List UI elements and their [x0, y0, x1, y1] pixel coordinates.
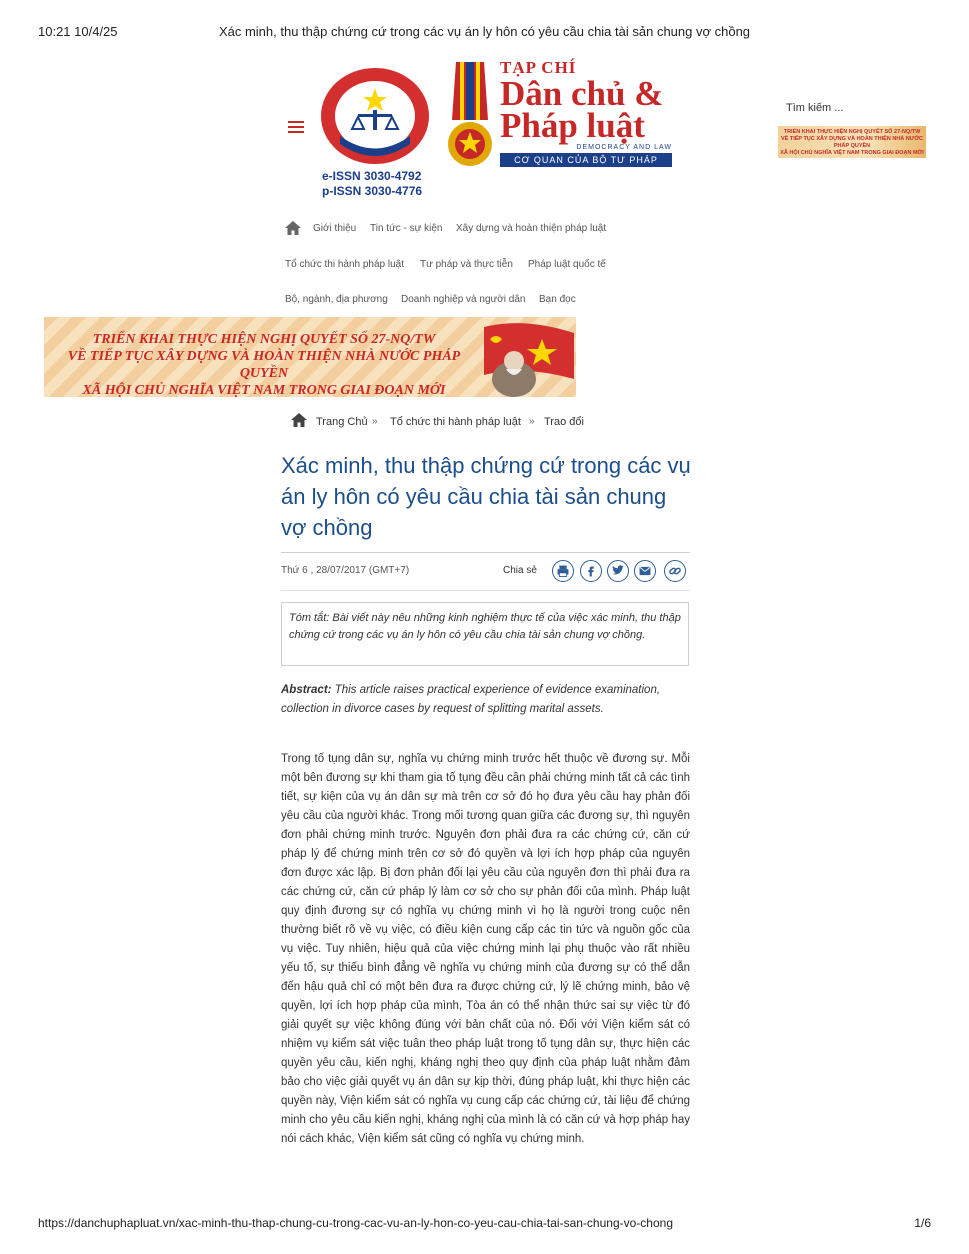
nav-item-gioi-thieu[interactable]: Giới thiệu	[313, 223, 357, 234]
hamburger-menu-icon[interactable]	[288, 118, 304, 134]
banner-line-1: TRIỂN KHAI THỰC HIỆN NGHỊ QUYẾT SỐ 27-NQ/TW	[92, 332, 436, 347]
print-datetime: 10:21 10/4/25	[38, 24, 118, 39]
breadcrumb-separator-icon: »	[529, 416, 535, 427]
journal-brand[interactable]	[500, 58, 672, 167]
side-resolution-banner[interactable]	[778, 126, 926, 158]
nav-item-ban-doc[interactable]: Bạn đọc	[539, 294, 576, 305]
side-banner-line-1: TRIỂN KHAI THỰC HIỆN NGHỊ QUYẾT SỐ 27-NQ/TW	[783, 129, 921, 135]
side-banner-line-2: VỀ TIẾP TỤC XÂY DỰNG VÀ HOÀN THIỆN NHÀ NƯỚC PHÁP QUYỀN	[781, 136, 923, 149]
nav-item-doanh-nghiep[interactable]: Doanh nghiệp và người dân	[401, 294, 526, 305]
breadcrumb-separator-icon: »	[372, 416, 378, 427]
print-url: https://danchuphapluat.vn/xac-minh-thu-thap-chung-cu-trong-cac-vu-an-ly-hon-co-yeu-cau-chia-tai-san-chung-vo-chong	[38, 1216, 673, 1230]
summary-label: Tóm tắt:	[289, 612, 330, 624]
nav-item-thi-hanh-phap-luat[interactable]: Tổ chức thi hành pháp luật	[285, 259, 404, 270]
brand-line-2: Pháp luật	[500, 106, 645, 145]
nav-item-tu-phap-thuc-tien[interactable]: Tư pháp và thực tiễn	[420, 259, 513, 270]
nav-item-xay-dung-phap-luat[interactable]: Xây dựng và hoàn thiện pháp luật	[456, 223, 607, 234]
banner-flag-portrait-image	[464, 317, 576, 397]
article-body-paragraph: Trong tố tụng dân sự, nghĩa vụ chứng minh trước hết thuộc về đương sự. Mỗi một bên đương sự khi tham gia tố tụng đều cần phải chứng minh tất cả các tình tiết, sự kiện của vụ án dân sự mà trên cơ sở đó họ đưa yêu cầu hay phản đối yêu cầu của người khác. Trong mối tương quan giữa các đương sự, thì nguyên đơn phải chứng minh trước. Nguyên đơn phải đưa ra các chứng cứ, căn cứ pháp lý để chứng minh trên cơ sở đó quyền và lợi ích hợp pháp của nguyên đơn được xác lập. Bị đơn phản đối lại yêu cầu của nguyên đơn thì phải đưa ra các chứng cứ, căn cứ pháp lý làm cơ sở cho sự phản đối của mình. Pháp luật quy định đương sự có nghĩa vụ chứng minh vì họ là người trong cuộc nên thường biết rõ về vụ việc, có điều kiện cung cấp các tin tức và nguồn gốc của vụ việc. Tuy nhiên, hiệu quả của việc chứng minh lại phụ thuộc vào rất nhiều yếu tố, sự thiếu bình đẳng về nghĩa vụ chứng minh của đương sự có thể dẫn đến hậu quả chỉ có một bên đưa ra được chứng cứ, lý lẽ chứng minh, bảo vệ quyền, lợi ích hợp pháp của mình, Tòa án có thể nhận thức sai sự việc từ đó giải quyết sự việc không đúng với bản chất của nó. Đối với Viện kiểm sát có nhiệm vụ kiểm sát việc tuân theo pháp luật trong tố tụng dân sự, thực hiện các quyền yêu cầu, kiến nghị, kháng nghị theo quy định của pháp luật nhằm đảm bảo cho việc giải quyết vụ án dân sự kịp thời, đúng pháp luật, khi thực hiện các quyền này, Viện kiểm sát có nghĩa vụ cung cấp các chứng cứ, tài liệu để chứng minh cho yêu cầu kiến nghị, kháng nghị của mình là có căn cứ và hợp pháp hay nói cách khác, Viện kiểm sát cũng có nghĩa vụ chứng minh.	[281, 753, 690, 1145]
banner-line-3: XÃ HỘI CHỦ NGHĨA VIỆT NAM TRONG GIAI ĐOẠN MỚI	[82, 383, 446, 397]
nav-item-tin-tuc[interactable]: Tin tức - sự kiện	[370, 223, 443, 234]
breadcrumb-home[interactable]: Trang Chủ	[316, 416, 368, 428]
print-doc-title: Xác minh, thu thập chứng cứ trong các vụ án ly hôn có yêu cầu chia tài sản chung vợ chồng	[218, 24, 751, 39]
banner-line-2: VỀ TIẾP TỤC XÂY DỰNG VÀ HOÀN THIỆN NHÀ NƯỚC PHÁP QUYỀN	[67, 349, 461, 381]
brand-line-1: Dân chủ &	[500, 74, 664, 113]
article-title: Xác minh, thu thập chứng cứ trong các vụ án ly hôn có yêu cầu chia tài sản chung vợ chồng	[281, 453, 691, 540]
home-icon[interactable]	[285, 221, 301, 235]
breadcrumb-home-icon[interactable]	[291, 413, 307, 427]
summary-text: Bài viết này nêu những kinh nghiệm thực tế của việc xác minh, thu thập chứng cứ trong các vụ án ly hôn có yêu cầu chia tài sản chung vợ chồng.	[289, 612, 681, 641]
breadcrumb-category[interactable]: Tổ chức thi hành pháp luật	[390, 416, 521, 428]
resolution-banner[interactable]	[44, 317, 576, 397]
journal-seal-logo	[318, 66, 432, 170]
print-icon[interactable]	[552, 560, 574, 582]
brand-agency-band: CƠ QUAN CỦA BỘ TƯ PHÁP	[500, 153, 672, 167]
breadcrumb-subcategory[interactable]: Trao đổi	[544, 416, 584, 428]
share-divider	[281, 590, 690, 591]
medal-icon	[442, 60, 498, 172]
article-abstract	[281, 681, 691, 719]
print-page-number: 1/6	[914, 1216, 931, 1230]
side-banner-line-3: XÃ HỘI CHỦ NGHĨA VIỆT NAM TRONG GIAI ĐOẠN MỚI	[780, 150, 924, 156]
nav-item-bo-nganh[interactable]: Bộ, ngành, địa phương	[285, 294, 388, 305]
issn-block	[322, 169, 422, 199]
share-label: Chia sẻ	[503, 565, 537, 576]
issn-electronic: e-ISSN 3030-4792	[322, 169, 422, 183]
article-date: Thứ 6 , 28/07/2017 (GMT+7)	[281, 565, 410, 576]
brand-prefix: TẠP CHÍ	[500, 58, 577, 77]
abstract-text: This article raises practical experience of evidence examination, collection in divorce cases by request of splitting marital assets.	[281, 684, 661, 715]
facebook-icon[interactable]	[580, 560, 602, 582]
abstract-label: Abstract:	[281, 684, 332, 696]
issn-print: p-ISSN 3030-4776	[322, 184, 423, 198]
twitter-icon[interactable]	[607, 560, 629, 582]
title-divider	[281, 552, 690, 553]
search-input[interactable]: Tìm kiếm ...	[786, 102, 844, 114]
email-icon[interactable]	[634, 560, 656, 582]
article-summary-box	[281, 602, 689, 666]
brand-english-name: DEMOCRACY AND LAW	[576, 144, 672, 151]
link-icon[interactable]	[664, 560, 686, 582]
nav-item-phap-luat-quoc-te[interactable]: Pháp luật quốc tế	[528, 259, 606, 270]
